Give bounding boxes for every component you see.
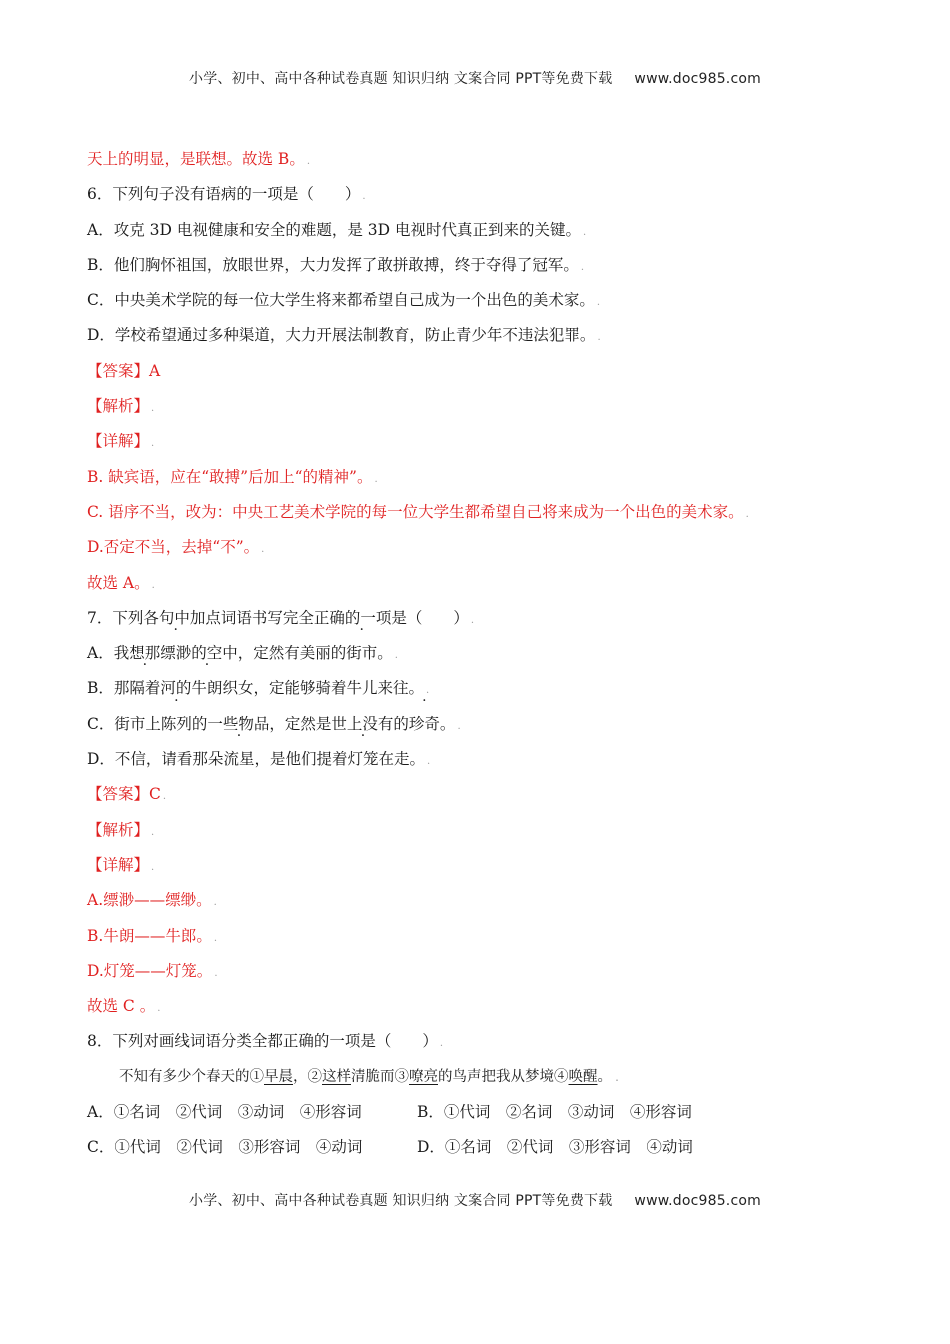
q6-option-d: D．学校希望通过多种渠道，大力开展法制教育，防止青少年不违法犯罪。 . — [87, 326, 601, 345]
previous-explanation-tail: 天上的明显，是联想。故选 B。 . — [87, 150, 311, 168]
document-body — [87, 142, 877, 1166]
q6-conclusion: 故选 A。 . — [87, 573, 155, 592]
q8-options-row-2 — [87, 1130, 877, 1165]
page-header — [0, 68, 950, 88]
q6-explanation-d: D.否定不当，去掉“不”。 . — [87, 538, 265, 557]
q6-option-a: A．攻克 3D 电视健康和安全的难题，是 3D 电视时代真正到来的关键。 . — [87, 220, 587, 239]
q7-option-d: D．不信，请看那朵流星，是他们提着灯笼在走。 . — [87, 750, 431, 769]
q8-option-b: B．①代词 ②名词 ③动词 ④形容词 — [417, 1103, 692, 1122]
q7-explanation-a: A.缥渺——缥缈。 . — [87, 891, 217, 910]
q7-explanation-d: D.灯笼——灯笼。 . — [87, 961, 218, 980]
q8-option-c: C．①代词 ②代词 ③形容词 ④动词 — [87, 1138, 363, 1157]
q8-option-a: A．①名词 ②代词 ③动词 ④形容词 — [87, 1103, 362, 1122]
q7-option-b: B．那隔着河的牛朗织女，定能够骑着牛儿来往。 . — [87, 679, 430, 698]
q7-conclusion: 故选 C 。 . — [87, 997, 161, 1016]
q6-detail-label: 【详解】 . — [87, 432, 155, 451]
q8-options-row-1 — [87, 1095, 877, 1130]
q8-option-d: D．①名词 ②代词 ③形容词 ④动词 — [417, 1138, 693, 1157]
q6-option-c: C．中央美术学院的每一位大学生将来都希望自己成为一个出色的美术家。 . — [87, 291, 601, 310]
q7-detail-label: 【详解】 . — [87, 855, 155, 874]
footer-url[interactable]: www.doc985.com — [634, 1193, 761, 1209]
q7-answer: 【答案】C . — [87, 785, 167, 804]
q7-explanation-b: B.牛朗——牛郎。 . — [87, 926, 218, 945]
header-title: 小学、初中、高中各种试卷真题 知识归纳 文案合同 PPT等免费下载 — [189, 71, 613, 87]
q7-option-c: C．街市上陈列的一些物品，定然是世上没有的珍奇。 . — [87, 714, 461, 733]
q6-option-b: B．他们胸怀祖国，放眼世界，大力发挥了敢拼敢搏，终于夺得了冠军。 . — [87, 255, 585, 274]
header-url[interactable]: www.doc985.com — [634, 71, 761, 87]
q7-stem: 7．下列各句中加点词语书写完全正确的一项是（ ） . — [87, 608, 475, 627]
q6-explanation-b: B. 缺宾语，应在“敢搏”后加上“的精神”。 . — [87, 467, 378, 486]
q6-analysis-label: 【解析】 . — [87, 397, 155, 416]
q6-stem: 6．下列句子没有语病的一项是（ ） . — [87, 185, 366, 204]
q6-answer: 【答案】A — [87, 361, 161, 380]
q8-stem: 8．下列对画线词语分类全都正确的一项是（ ） . — [87, 1032, 444, 1051]
q7-analysis-label: 【解析】 . — [87, 820, 155, 839]
q6-explanation-c: C. 语序不当，改为：中央工艺美术学院的每一位大学生都希望自己将来成为一个出色的美术家。 . — [87, 502, 749, 521]
footer-title: 小学、初中、高中各种试卷真题 知识归纳 文案合同 PPT等免费下载 — [189, 1193, 613, 1209]
q7-option-a: A．我想那缥渺的空中，定然有美丽的街市。 . — [87, 644, 398, 663]
q8-sentence: 不知有多少个春天的①早晨，②这样清脆而③嘹亮的鸟声把我从梦境④唤醒。 . — [119, 1068, 621, 1085]
page-footer — [0, 1190, 950, 1210]
